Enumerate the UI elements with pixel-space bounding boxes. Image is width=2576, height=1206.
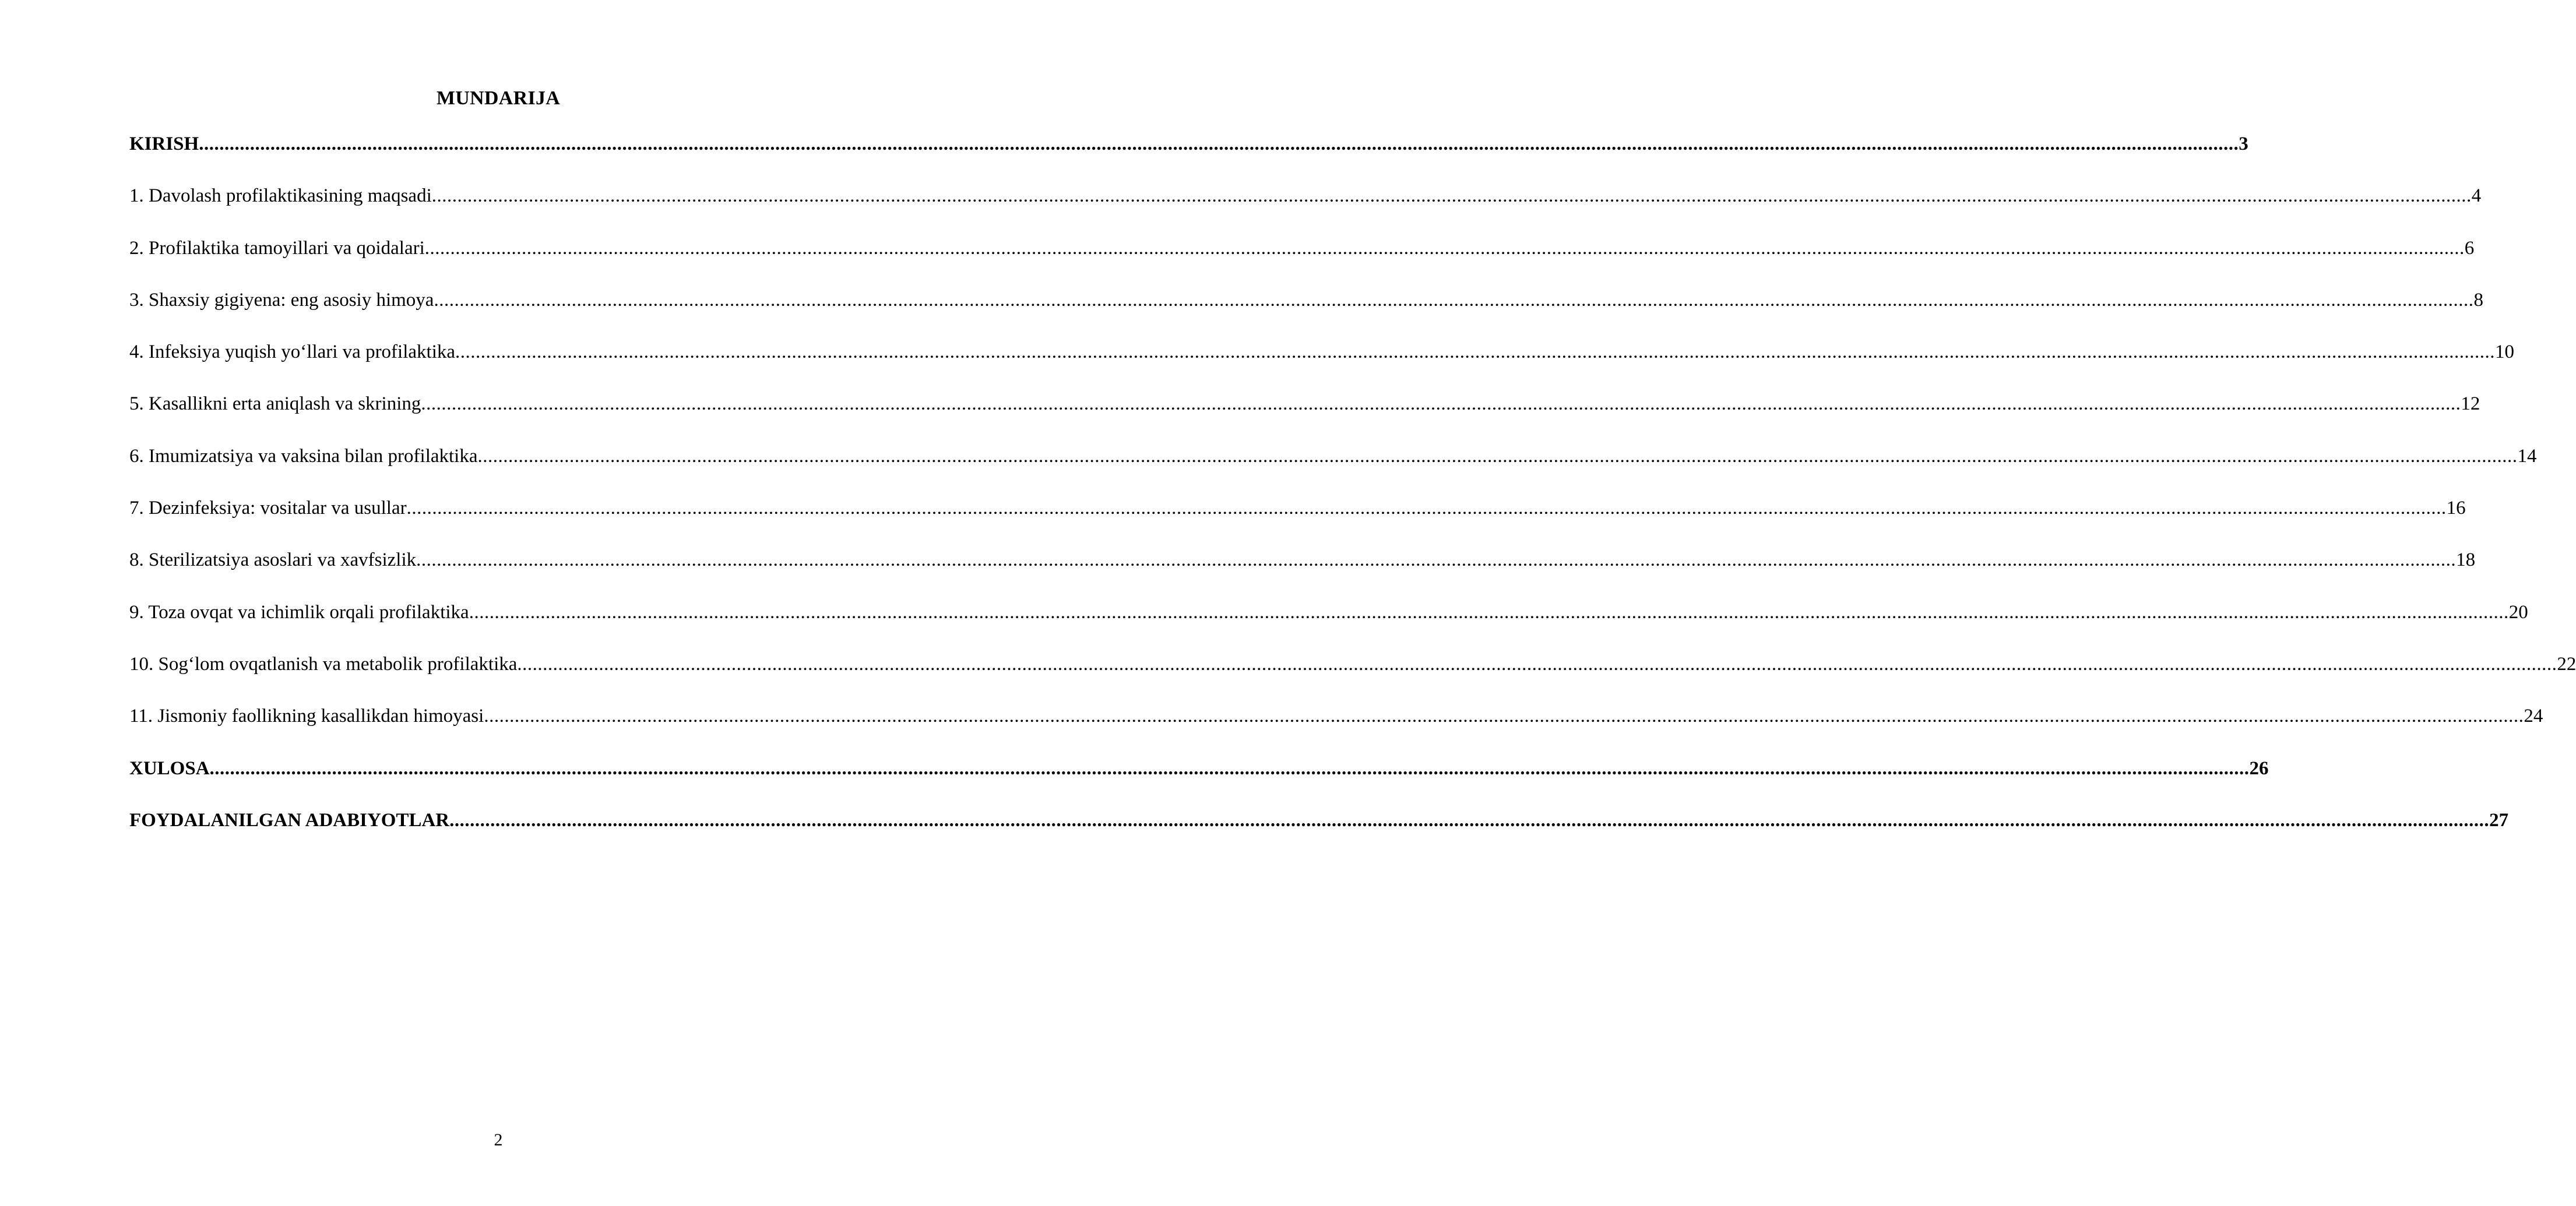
toc-entry: [129, 756, 2269, 807]
toc-entry-label: 2. Profilaktika tamoyillari va qoidalari: [129, 237, 425, 259]
page-title: MUNDARIJA: [436, 87, 561, 109]
toc-entry-label: 5. Kasallikni erta aniqlash va skrining: [129, 393, 421, 415]
toc-entry-label: 6. Imumizatsiya va vaksina bilan profilaktika: [129, 445, 478, 467]
toc-entry: [129, 235, 2475, 287]
toc-entry: [129, 807, 2509, 859]
toc-entry: [129, 183, 2482, 235]
toc-entry-page: 14: [2517, 445, 2537, 467]
toc-entry-label: 11. Jismoniy faollikning kasallikdan himoyasi: [129, 706, 484, 727]
toc-dot-leader: ................................................................................................................................................................................................................................................................................................................................................................................................................: [449, 809, 2490, 831]
toc-entry-page: 24: [2524, 706, 2543, 727]
toc-entry-label: KIRISH: [129, 133, 199, 154]
toc-entry-page: 16: [2446, 498, 2466, 519]
toc-entry: [129, 287, 2483, 339]
toc-entry-label: 9. Toza ovqat va ichimlik orqali profilaktika: [129, 601, 469, 623]
toc-entry-label: 8. Sterilizatsiya asoslari va xavfsizlik: [129, 549, 417, 571]
toc-dot-leader: ................................................................................................................................................................................................................................................................................................................................................................................................................: [484, 706, 2524, 727]
toc-dot-leader: ................................................................................................................................................................................................................................................................................................................................................................................................................: [431, 185, 2472, 207]
toc-dot-leader: ................................................................................................................................................................................................................................................................................................................................................................................................................: [406, 498, 2447, 519]
toc-entry-label: FOYDALANILGAN ADABIYOTLAR: [129, 809, 450, 831]
toc-entry-page: 20: [2508, 601, 2528, 623]
toc-dot-leader: ................................................................................................................................................................................................................................................................................................................................................................................................................: [517, 653, 2557, 675]
toc-entry-label: 7. Dezinfeksiya: vositalar va usullar: [129, 498, 407, 519]
toc-entry-page: 18: [2456, 549, 2476, 571]
table-of-contents: [129, 131, 2576, 859]
toc-entry-page: 6: [2464, 237, 2475, 259]
toc-entry: [129, 547, 2476, 599]
toc-dot-leader: ................................................................................................................................................................................................................................................................................................................................................................................................................: [434, 289, 2474, 311]
toc-entry: [129, 600, 2528, 651]
toc-dot-leader: ................................................................................................................................................................................................................................................................................................................................................................................................................: [469, 601, 2509, 623]
toc-entry-label: 10. Sog‘lom ovqatlanish va metabolik profilaktika: [129, 653, 518, 675]
toc-dot-leader: ................................................................................................................................................................................................................................................................................................................................................................................................................: [477, 445, 2518, 467]
toc-entry: [129, 495, 2466, 547]
toc-entry-page: 22: [2557, 653, 2576, 675]
toc-dot-leader: ................................................................................................................................................................................................................................................................................................................................................................................................................: [421, 393, 2461, 415]
toc-entry-label: 1. Davolash profilaktikasining maqsadi: [129, 185, 432, 207]
toc-dot-leader: ................................................................................................................................................................................................................................................................................................................................................................................................................: [424, 237, 2465, 259]
toc-entry-page: 8: [2473, 289, 2483, 311]
toc-entry-page: 4: [2471, 185, 2482, 207]
toc-dot-leader: ................................................................................................................................................................................................................................................................................................................................................................................................................: [416, 549, 2457, 571]
toc-entry: [129, 443, 2537, 495]
toc-dot-leader: ................................................................................................................................................................................................................................................................................................................................................................................................................: [209, 757, 2250, 779]
toc-entry-page: 12: [2461, 393, 2480, 415]
toc-entry-label: XULOSA: [129, 757, 210, 779]
toc-entry: [129, 651, 2576, 703]
toc-dot-leader: ................................................................................................................................................................................................................................................................................................................................................................................................................: [455, 341, 2496, 363]
page-number: 2: [494, 1130, 503, 1149]
toc-entry: [129, 339, 2515, 391]
toc-entry-page: 3: [2239, 133, 2248, 154]
toc-dot-leader: ................................................................................................................................................................................................................................................................................................................................................................................................................: [199, 133, 2239, 154]
toc-entry: [129, 703, 2543, 755]
toc-entry: [129, 391, 2480, 443]
toc-entry-label: 3. Shaxsiy gigiyena: eng asosiy himoya: [129, 289, 434, 311]
toc-entry-page: 27: [2489, 809, 2509, 831]
toc-entry-page: 26: [2249, 757, 2269, 779]
toc-entry-label: 4. Infeksiya yuqish yo‘llari va profilaktika: [129, 341, 456, 363]
toc-entry: [129, 131, 2248, 183]
toc-entry-page: 10: [2495, 341, 2515, 363]
